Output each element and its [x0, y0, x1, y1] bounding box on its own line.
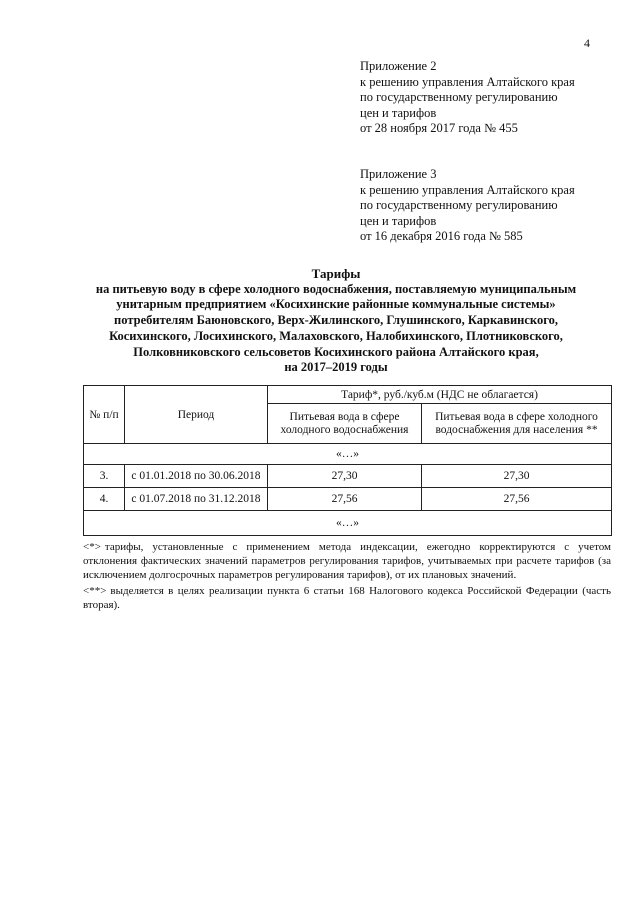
appendix-3-line: по государственному регулированию — [360, 198, 558, 212]
title-line: Полковниковского сельсоветов Косихинского района Алтайского края, — [133, 344, 539, 359]
appendix-2-line: Приложение 2 — [360, 59, 437, 73]
appendix-2-header — [360, 59, 575, 137]
appendix-3-line: от 16 декабря 2016 года № 585 — [360, 229, 523, 243]
appendix-2-line: к решению управления Алтайского края — [360, 74, 575, 89]
table-ellipsis-row — [84, 444, 612, 465]
table-header-row — [84, 386, 612, 404]
footnote-text: выделяется в целях реализации пункта 6 статьи 168 Налогового кодекса Российской Федерации (часть вторая). — [83, 585, 611, 612]
footnote-text: тарифы, установленные с применением метода индексации, ежегодно корректируются с учетом отклонения фактических значений параметров регулирования тарифов, учитываемых при расчете тарифов (за исключением долгосрочных параметров регулирования тарифов), от их плановых значений. — [83, 541, 611, 581]
appendix-2-line: по государственному регулированию — [360, 90, 558, 104]
title-line: Косихинского, Лосихинского, Малаховского, Налобихинского, Плотниковского, — [109, 328, 563, 343]
footnote — [83, 585, 611, 613]
appendix-3-line: к решению управления Алтайского края — [360, 182, 575, 197]
title-line: на питьевую воду в сфере холодного водоснабжения, поставляемую муниципальным — [95, 281, 577, 296]
title-main: Тарифы — [311, 266, 361, 281]
table-row — [84, 465, 612, 488]
appendix-2-line: от 28 ноября 2017 года № 455 — [360, 121, 518, 135]
header-drinking-water: Питьевая вода в сфере холодного водоснабжения — [268, 404, 422, 444]
title-line: потребителям Баюновского, Верх-Жилинского, Глушинского, Каркавинского, — [114, 313, 558, 328]
row-tariff-v2: 27,56 — [422, 488, 612, 511]
document-title — [60, 266, 612, 376]
row-num: 3. — [84, 465, 125, 488]
row-num: 4. — [84, 488, 125, 511]
header-drinking-water-population: Питьевая вода в сфере холодного водоснабжения для населения ** — [422, 404, 612, 444]
row-tariff-v2: 27,30 — [422, 465, 612, 488]
header-tariff-group: Тариф*, руб./куб.м (НДС не облагается) — [268, 386, 612, 404]
title-line: унитарным предприятием «Косихинские районные коммунальные системы» — [116, 297, 556, 312]
tariff-table — [83, 385, 612, 536]
footnote-mark: <**> — [83, 585, 107, 598]
page-number: 4 — [584, 36, 590, 50]
ellipsis-top: «…» — [84, 444, 612, 465]
footnotes — [83, 541, 611, 616]
appendix-3-line: цен и тарифов — [360, 213, 437, 228]
header-num: № п/п — [84, 386, 125, 444]
footnote-mark: <*> — [83, 541, 101, 553]
footnote — [83, 541, 611, 582]
appendix-2-line: цен и тарифов — [360, 105, 437, 120]
appendix-3-line: Приложение 3 — [360, 167, 437, 181]
table-ellipsis-row — [84, 511, 612, 536]
row-tariff-v1: 27,56 — [268, 488, 422, 511]
title-line: на 2017–2019 годы — [284, 360, 388, 375]
row-tariff-v1: 27,30 — [268, 465, 422, 488]
row-period: с 01.07.2018 по 31.12.2018 — [125, 488, 268, 511]
appendix-3-header — [360, 167, 575, 245]
row-period: с 01.01.2018 по 30.06.2018 — [125, 465, 268, 488]
header-period: Период — [125, 386, 268, 444]
ellipsis-bottom: «…» — [84, 511, 612, 536]
table-row — [84, 488, 612, 511]
